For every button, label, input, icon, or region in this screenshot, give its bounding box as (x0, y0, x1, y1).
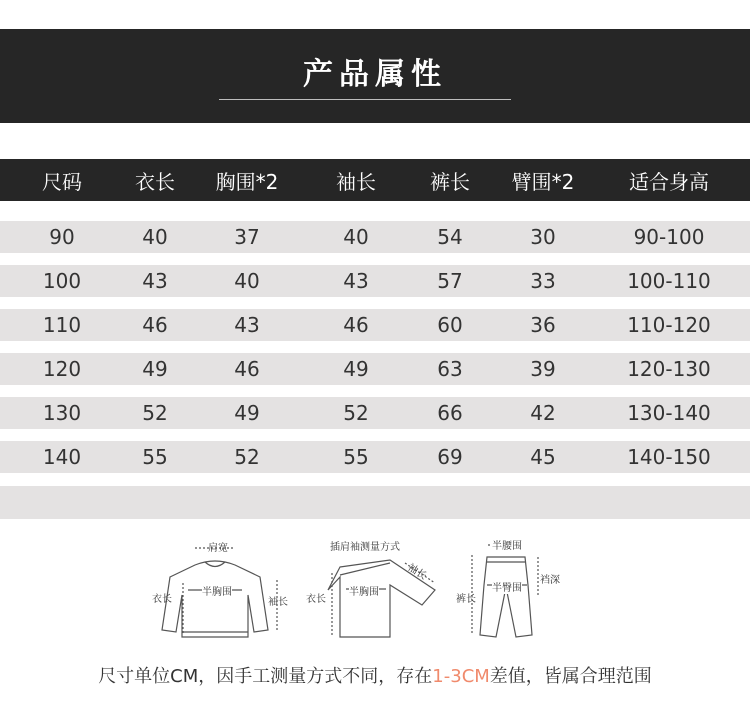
column-header: 衣长 (135, 169, 175, 194)
pants-rise-label: 裆深 (540, 575, 560, 586)
pants-thigh-label: 半臀围 (492, 579, 522, 594)
raglan-length-label: 衣长 (306, 594, 326, 605)
column-header: 适合身高 (629, 169, 709, 194)
page-title: 产品属性 (303, 57, 447, 92)
column-header: 裤长 (430, 169, 470, 194)
table-cell: 43 (142, 269, 168, 293)
column-header: 胸围*2 (215, 169, 279, 194)
shoulder-width-label: 肩宽 (208, 543, 228, 554)
table-cell: 130 (42, 401, 82, 425)
column-header: 袖长 (336, 169, 376, 194)
table-cell: 110 (42, 313, 82, 337)
table-cell: 42 (530, 401, 556, 425)
table-cell: 130-140 (627, 401, 711, 425)
header-banner (0, 29, 750, 123)
table-cell: 120 (42, 357, 82, 381)
table-cell: 40 (343, 225, 369, 249)
raglan-sleeve-label: 袖长 (405, 562, 429, 583)
note-text-end: 差值，皆属合理范围 (489, 666, 652, 687)
table-cell: 45 (530, 445, 556, 469)
table-cell: 110-120 (627, 313, 711, 337)
table-cell: 100 (42, 269, 82, 293)
table-cell: 57 (437, 269, 463, 293)
size-table-header (0, 159, 750, 201)
table-cell: 55 (142, 445, 168, 469)
table-cell: 120-130 (627, 357, 711, 381)
sweater-chest-label: 半胸围 (202, 583, 232, 598)
pants-length-label: 裤长 (456, 594, 476, 605)
table-row (0, 221, 750, 253)
table-cell: 49 (234, 401, 260, 425)
table-cell: 55 (343, 445, 369, 469)
title-underline (219, 99, 511, 100)
table-cell: 90-100 (633, 225, 705, 249)
table-row (0, 309, 750, 341)
table-row (0, 265, 750, 297)
sweater-icon (162, 561, 268, 637)
pants-icon (480, 557, 532, 637)
measurement-note (0, 662, 750, 688)
table-cell: 60 (437, 313, 463, 337)
table-cell: 37 (234, 225, 260, 249)
sweater-sleeve-label: 袖长 (268, 597, 288, 608)
raglan-method-title: 插肩袖测量方式 (330, 542, 400, 553)
table-cell: 46 (142, 313, 168, 337)
column-header: 尺码 (42, 169, 82, 194)
sweater-length-label: 衣长 (152, 594, 172, 605)
table-row (0, 353, 750, 385)
table-cell: 39 (530, 357, 556, 381)
pants-waist-label: 半腰围 (492, 537, 522, 552)
table-spacer-row (0, 486, 750, 519)
table-cell: 46 (234, 357, 260, 381)
table-row (0, 397, 750, 429)
table-cell: 43 (234, 313, 260, 337)
table-cell: 49 (343, 357, 369, 381)
table-cell: 43 (343, 269, 369, 293)
table-row (0, 441, 750, 473)
table-cell: 33 (530, 269, 556, 293)
table-cell: 90 (49, 225, 75, 249)
table-cell: 36 (530, 313, 556, 337)
table-cell: 49 (142, 357, 168, 381)
note-highlight: 1-3CM (432, 666, 490, 687)
table-cell: 52 (343, 401, 369, 425)
column-header: 臂围*2 (511, 169, 575, 194)
raglan-chest-label: 半胸围 (349, 583, 379, 598)
table-cell: 54 (437, 225, 463, 249)
table-cell: 69 (437, 445, 463, 469)
table-cell: 140 (42, 445, 82, 469)
table-cell: 40 (142, 225, 168, 249)
table-cell: 30 (530, 225, 556, 249)
table-cell: 46 (343, 313, 369, 337)
table-cell: 40 (234, 269, 260, 293)
table-cell: 140-150 (627, 445, 711, 469)
measurement-diagram (150, 535, 570, 645)
table-cell: 66 (437, 401, 463, 425)
table-cell: 52 (142, 401, 168, 425)
table-cell: 63 (437, 357, 463, 381)
table-cell: 52 (234, 445, 260, 469)
note-text: 尺寸单位CM，因手工测量方式不同，存在 (98, 666, 433, 687)
table-cell: 100-110 (627, 269, 711, 293)
